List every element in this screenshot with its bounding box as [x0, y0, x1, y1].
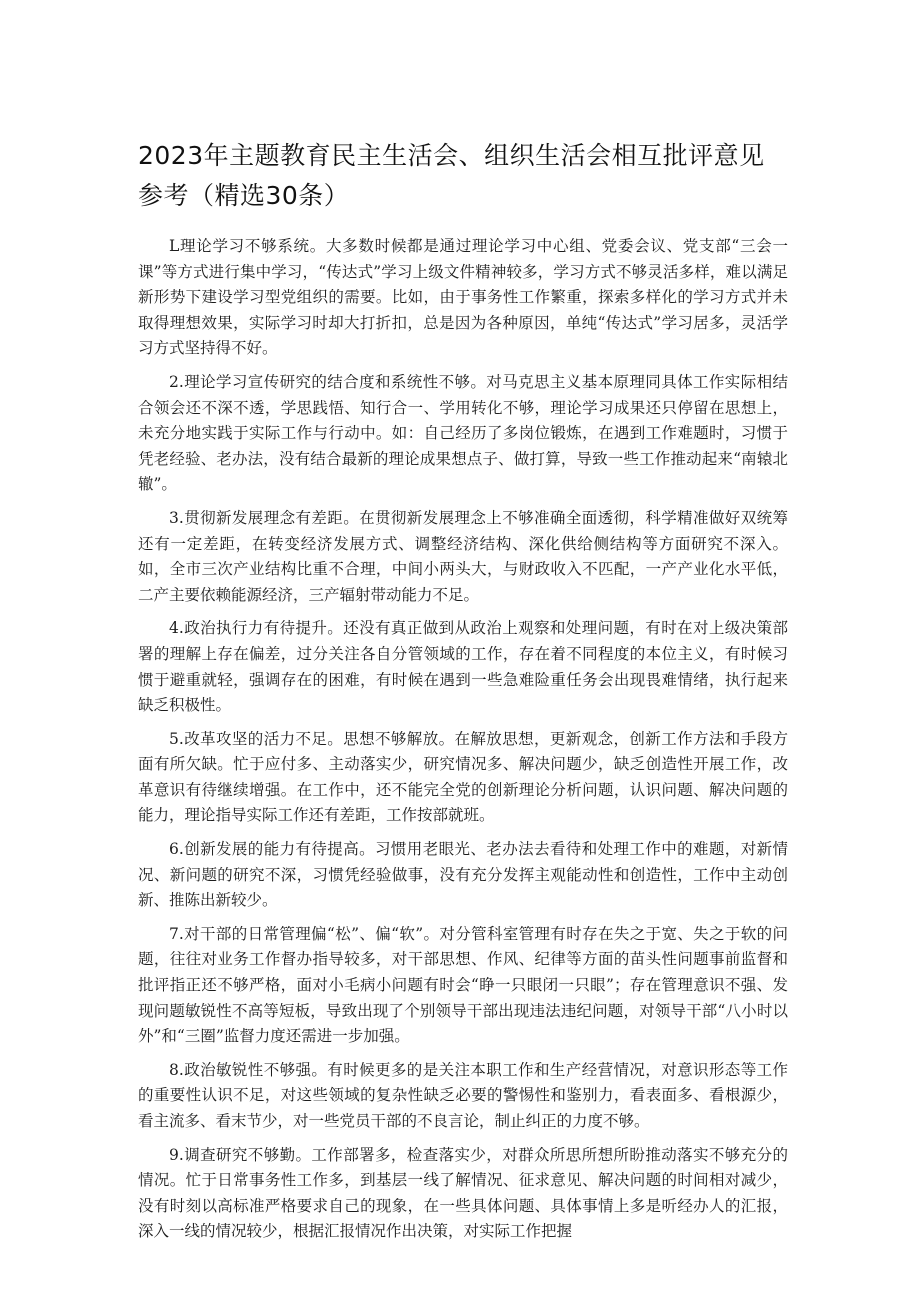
paragraph-6: 6.创新发展的能力有待提高。习惯用老眼光、老办法去看待和处理工作中的难题，对新情况、新问题的研究不深，习惯凭经验做事，没有充分发挥主观能动性和创造性，工作中主动创新、推陈出新较少。 — [138, 840, 788, 910]
paragraph-7: 7.对干部的日常管理偏“松”、偏“软”。对分管科室管理有时存在失之于宽、失之于软的问题，往往对业务工作督办指导较多，对干部思想、作风、纪律等方面的苗头性问题事前监督和批评指正还不够严格，面对小毛病小问题有时会“睁一只眼闭一只眼”；存在管理意识不强、发现问题敏锐性不高等短板，导致出现了个别领导干部出现违法违纪问题，对领导干部“八小时以外”和“三圈”监督力度还需进一步加强。 — [138, 924, 788, 1046]
paragraph-9: 9.调查研究不够勤。工作部署多，检查落实少，对群众所思所想所盼推动落实不够充分的情况。忙于日常事务性工作多，到基层一线了解情况、征求意见、解决问题的时间相对减少，没有时刻以高标准严格要求自己的现象，在一些具体问题、具体事情上多是听经办人的汇报，深入一线的情况较少，根据汇报情况作出决策，对实际工作把握 — [138, 1145, 788, 1241]
paragraph-2: 2.理论学习宣传研究的结合度和系统性不够。对马克思主义基本原理同具体工作实际相结合领会还不深不透，学思践悟、知行合一、学用转化不够，理论学习成果还只停留在思想上，未充分地实践于实际工作与行动中。如：自己经历了多岗位锻炼，在遇到工作难题时，习惯于凭老经验、老办法，没有结合最新的理论成果想点子、做打算，导致一些工作推动起来“南辕北辙”。 — [138, 372, 788, 494]
paragraph-3: 3.贯彻新发展理念有差距。在贯彻新发展理念上不够准确全面透彻，科学精准做好双统筹还有一定差距，在转变经济发展方式、调整经济结构、深化供给侧结构等方面研究不深入。如，全市三次产业结构比重不合理，中间小两头大，与财政收入不匹配，一产产业化水平低，二产主要依赖能源经济，三产辐射带动能力不足。 — [138, 508, 788, 604]
paragraph-8: 8.政治敏锐性不够强。有时候更多的是关注本职工作和生产经营情况，对意识形态等工作的重要性认识不足，对这些领域的复杂性缺乏必要的警惕性和鉴别力，看表面多、看根源少，看主流多、看末节少，对一些党员干部的不良言论，制止纠正的力度不够。 — [138, 1060, 788, 1130]
paragraph-1: L理论学习不够系统。大多数时候都是通过理论学习中心组、党委会议、党支部“三会一课”等方式进行集中学习，“传达式”学习上级文件精神较多，学习方式不够灵活多样，难以满足新形势下建设学习型党组织的需要。比如，由于事务性工作繁重，探索多样化的学习方式并未取得理想效果，实际学习时却大打折扣，总是因为各种原因，单纯“传达式”学习居多，灵活学习方式坚持得不好。 — [138, 237, 788, 358]
document-title: 2023年主题教育民主生活会、组织生活会相互批评意见参考（精选30条） — [138, 141, 765, 210]
paragraph-5: 5.改革攻坚的活力不足。思想不够解放。在解放思想，更新观念，创新工作方法和手段方面有所欠缺。忙于应付多、主动落实少，研究情况多、解决问题少，缺乏创造性开展工作，改革意识有待继续增强。在工作中，还不能完全党的创新理论分析问题，认识问题、解决问题的能力，理论指导实际工作还有差距，工作按部就班。 — [138, 729, 788, 825]
paragraph-4: 4.政治执行力有待提升。还没有真正做到从政治上观察和处理问题，有时在对上级决策部署的理解上存在偏差，过分关注各自分管领域的工作，存在着不同程度的本位主义，有时候习惯于避重就轻，强调存在的困难，有时候在遇到一些急难险重任务会出现畏难情绪，执行起来缺乏积极性。 — [138, 619, 788, 715]
